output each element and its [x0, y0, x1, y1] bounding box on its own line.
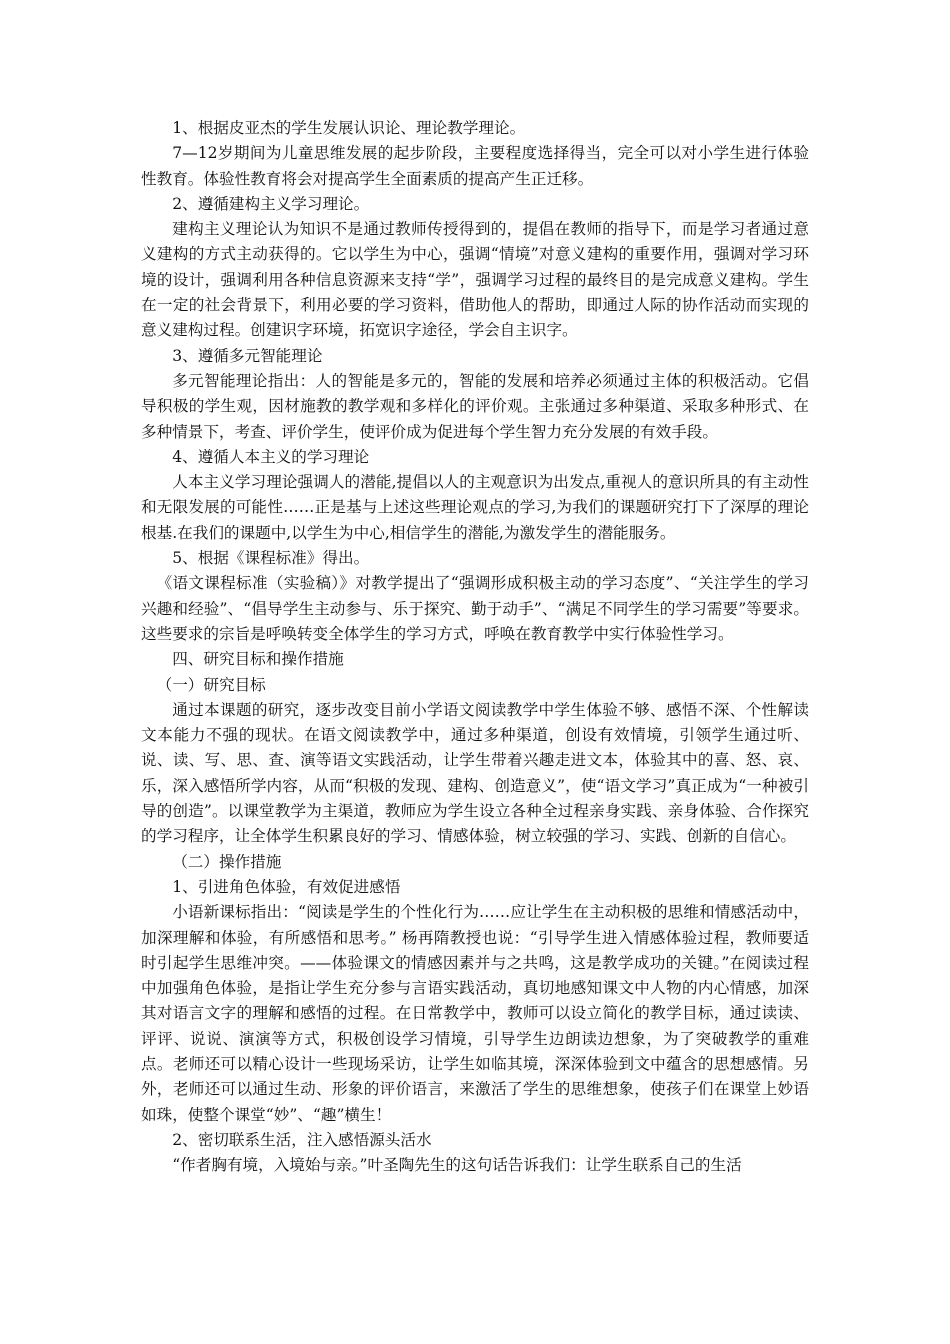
paragraph: 通过本课题的研究，逐步改变目前小学语文阅读教学中学生体验不够、感悟不深、个性解读文本能力不强的现状。在语文阅读教学中，通过多种渠道，创设有效情境，引领学生通过听、说、读、写、思、查、演等语文实践活动，让学生带着兴趣走进文本，体验其中的喜、怒、哀、乐，深入感悟所学内容，从而“积极的发现、建构、创造意义”，使“语文学习”真正成为“一种被引导的创造”。以课堂教学为主渠道，教师应为学生设立各种全过程亲身实践、亲身体验、合作探究的学习程序，让全体学生积累良好的学习、情感体验，树立较强的学习、实践、创新的自信心。: [141, 700, 809, 846]
section-heading: 4、遵循人本主义的学习理论: [172, 447, 370, 466]
paragraph: 建构主义理论认为知识不是通过教师传授得到的，提倡在教师的指导下，而是学习者通过意义建构的方式主动获得的。它以学生为中心，强调“情境”对意义建构的重要作用，强调对学习环境的设计，强调利用各种信息资源来支持“学”，强调学习过程的最终目的是完成意义建构。学生在一定的社会背景下，利用必要的学习资料，借助他人的帮助，即通过人际的协作活动而实现的意义建构过程。创建识字环境，拓宽识字途径，学会自主识字。: [141, 220, 809, 340]
paragraph: “作者胸有境，入境始与亲。”叶圣陶先生的这句话告诉我们：让学生联系自己的生活: [172, 1156, 742, 1175]
paragraph: 人本主义学习理论强调人的潜能,提倡以人的主观意识为出发点,重视人的意识所具的有主动性和无限发展的可能性……正是基与上述这些理论观点的学习,为我们的课题研究打下了深厚的理论根基.在我们的课题中,以学生为中心,相信学生的潜能,为激发学生的潜能服务。: [141, 473, 809, 542]
subsection-heading: （一）研究目标: [156, 675, 266, 694]
section-heading: 3、遵循多元智能理论: [172, 346, 323, 365]
section-heading: 1、引进角色体验，有效促进感悟: [172, 877, 401, 896]
subsection-heading: （二）操作措施: [172, 852, 282, 871]
paragraph: 7—12岁期间为儿童思维发展的起步阶段，主要程度选择得当，完全可以对小学生进行体验性教育。体验性教育将会对提高学生全面素质的提高产生正迁移。: [141, 144, 809, 188]
section-heading: 四、研究目标和操作措施: [172, 650, 344, 669]
document-body: [141, 116, 809, 1178]
paragraph: 《语文课程标准（实验稿）》对教学提出了“强调形成积极主动的学习态度”、“关注学生的学习兴趣和经验”、“倡导学生主动参与、乐于探究、勤于动手”、“满足不同学生的学习需要”等要求。这些要求的宗旨是呼唤转变全体学生的学习方式，呼唤在教育教学中实行体验性学习。: [141, 574, 809, 643]
section-heading: 5、根据《课程标准》得出。: [172, 549, 370, 568]
section-heading: 1、根据皮亚杰的学生发展认识论、理论教学理论。: [172, 119, 526, 137]
paragraph: 小语新课标指出：“阅读是学生的个性化行为……应让学生在主动积极的思维和情感活动中，加深理解和体验，有所感悟和思考。” 杨再隋教授也说：“引导学生进入情感体验过程，教师要适时引起学生思维冲突。——体验课文的情感因素并与之共鸣，这是教学成功的关键。”在阅读过程中加强角色体验，是指让学生充分参与言语实践活动，真切地感知课文中人物的内心情感，加深其对语言文字的理解和感悟的过程。在日常教学中，教师可以设立简化的教学目标，通过读读、评评、说说、演演等方式，积极创设学习情境，引导学生边朗读边想象，为了突破教学的重难点。老师还可以精心设计一些现场采访，让学生如临其境，深深体验到文中蕴含的思想感情。另外，老师还可以通过生动、形象的评价语言，来激活了学生的思维想象，使孩子们在课堂上妙语如珠，使整个课堂“妙”、“趣”横生！: [141, 903, 809, 1124]
paragraph: 多元智能理论指出：人的智能是多元的，智能的发展和培养必须通过主体的积极活动。它倡导积极的学生观，因材施教的教学观和多样化的评价观。主张通过多种渠道、采取多种形式、在多种情景下，考查、评价学生，使评价成为促进每个学生智力充分发展的有效手段。: [141, 371, 809, 441]
section-heading: 2、遵循建构主义学习理论。: [172, 194, 370, 213]
section-heading: 2、密切联系生活，注入感悟源头活水: [172, 1130, 432, 1149]
